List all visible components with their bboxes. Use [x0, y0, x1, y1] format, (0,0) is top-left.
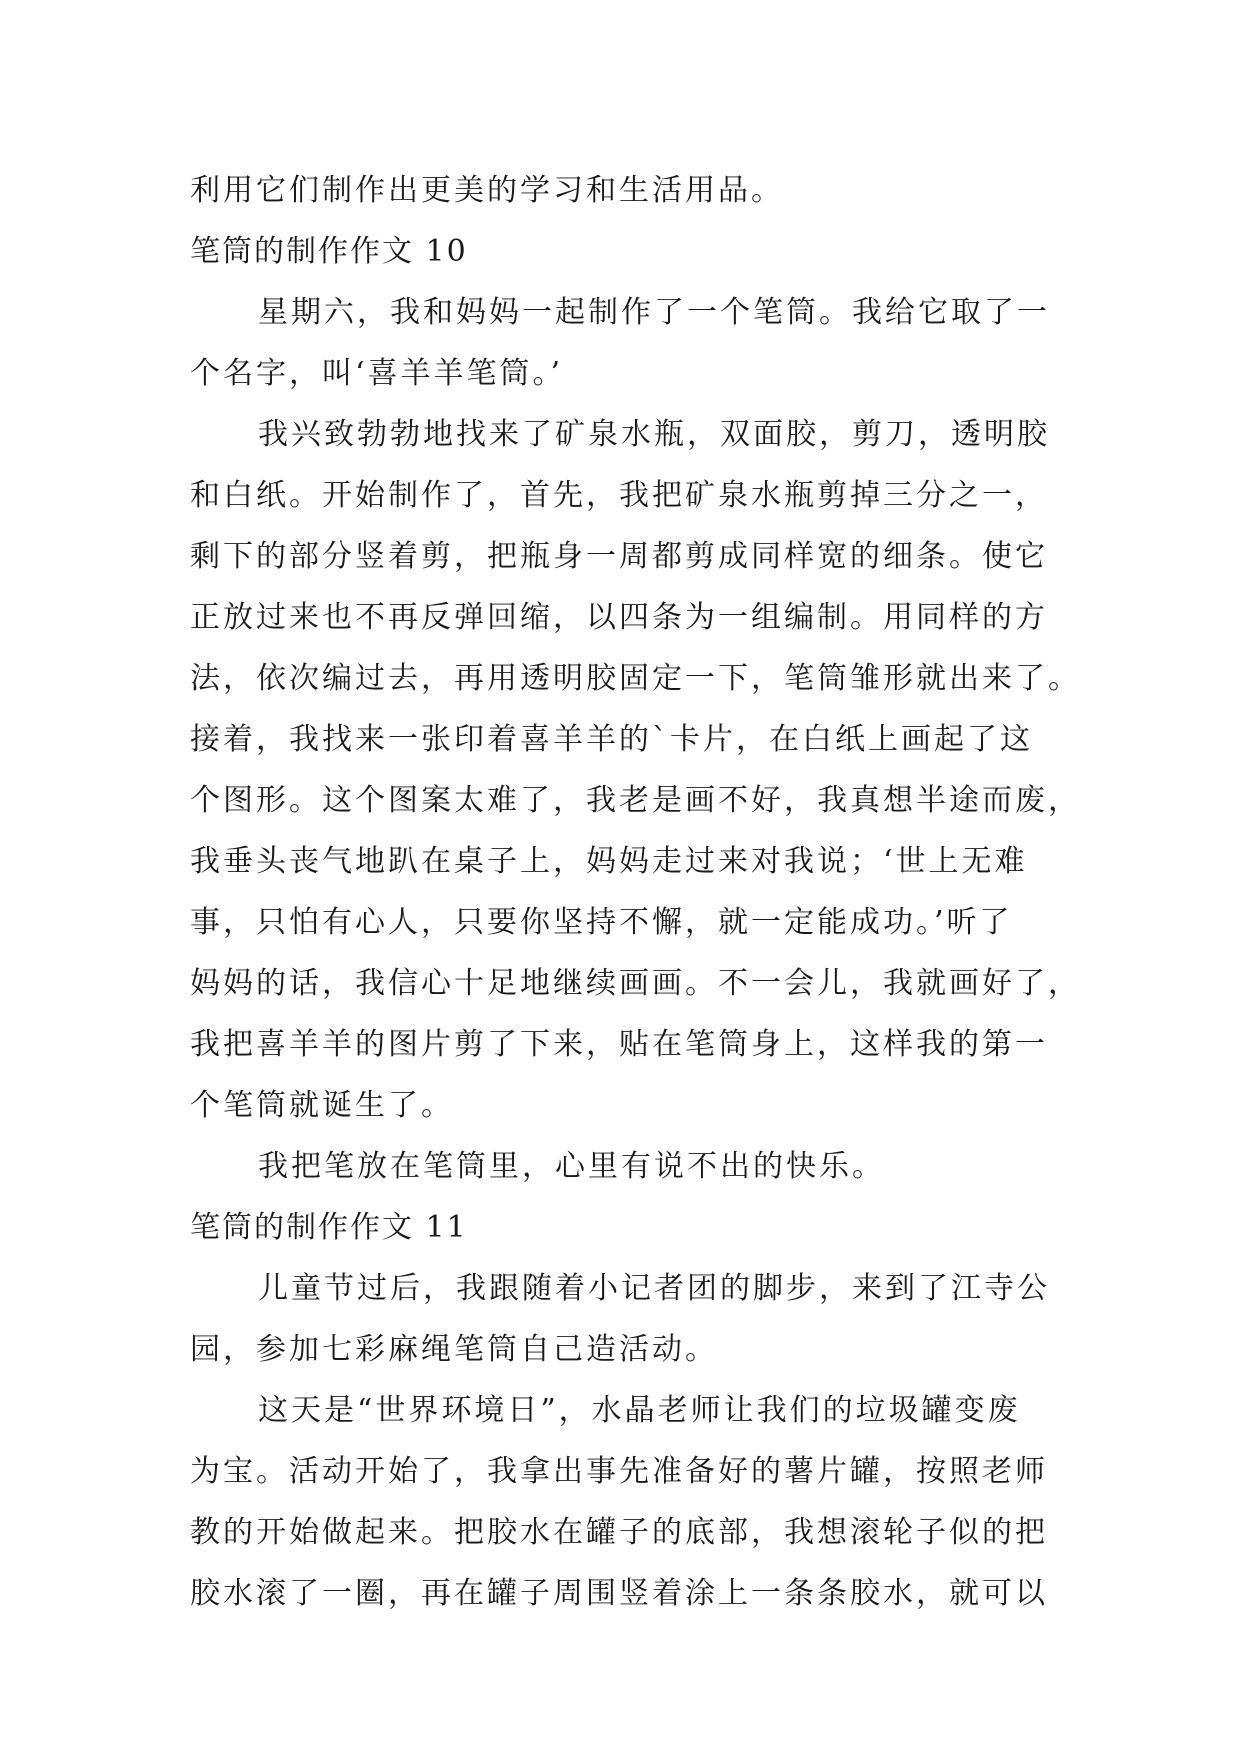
- paragraph-line: 儿童节过后，我跟随着小记者团的脚步，来到了江寺公: [258, 1271, 1050, 1306]
- paragraph-line: 个图形。这个图案太难了，我老是画不好，我真想半途而废，: [190, 783, 1081, 818]
- paragraph-line: 园，参加七彩麻绳笔筒自己造活动。: [190, 1332, 718, 1367]
- paragraph-line: 接着，我找来一张印着喜羊羊的`卡片，在白纸上画起了这: [190, 722, 1033, 757]
- paragraph-line: 妈妈的话，我信心十足地继续画画。不一会儿，我就画好了，: [190, 966, 1081, 1001]
- paragraph-line: 我把喜羊羊的图片剪了下来，贴在笔筒身上，这样我的第一: [190, 1027, 1048, 1062]
- paragraph-line: 和白纸。开始制作了，首先，我把矿泉水瓶剪掉三分之一，: [190, 478, 1048, 513]
- paragraph-line: 个名字，叫‘喜羊羊笔筒。’: [190, 356, 564, 391]
- paragraph-line: 我兴致勃勃地找来了矿泉水瓶，双面胶，剪刀，透明胶: [258, 417, 1050, 452]
- paragraph-line: 正放过来也不再反弹回缩，以四条为一组编制。用同样的方: [190, 600, 1048, 635]
- paragraph-line: 为宝。活动开始了，我拿出事先准备好的薯片罐，按照老师: [190, 1454, 1048, 1489]
- paragraph-line: 胶水滚了一圈，再在罐子周围竖着涂上一条条胶水，就可以: [190, 1576, 1048, 1611]
- paragraph-line: 我垂头丧气地趴在桌子上，妈妈走过来对我说；‘世上无难: [190, 844, 1028, 879]
- paragraph-line: 星期六，我和妈妈一起制作了一个笔筒。我给它取了一: [258, 295, 1050, 330]
- document-body: [190, 160, 1081, 1624]
- paragraph-line: 教的开始做起来。把胶水在罐子的底部，我想滚轮子似的把: [190, 1515, 1048, 1550]
- paragraph-line: 事，只怕有心人，只要你坚持不懈，就一定能成功。’听了: [190, 905, 1013, 940]
- paragraph-line: 我把笔放在笔筒里，心里有说不出的快乐。: [258, 1149, 885, 1184]
- paragraph-line: 剩下的部分竖着剪，把瓶身一周都剪成同样宽的细条。使它: [190, 539, 1048, 574]
- paragraph-line: 法，依次编过去，再用透明胶固定一下，笔筒雏形就出来了。: [190, 661, 1081, 696]
- section-heading: 笔筒的制作作文 10: [190, 234, 468, 269]
- section-heading: 笔筒的制作作文 11: [190, 1210, 468, 1245]
- paragraph-line: 这天是“世界环境日”，水晶老师让我们的垃圾罐变废: [258, 1393, 1021, 1428]
- paragraph-line: 个笔筒就诞生了。: [190, 1088, 454, 1123]
- paragraph-line: 利用它们制作出更美的学习和生活用品。: [190, 173, 784, 208]
